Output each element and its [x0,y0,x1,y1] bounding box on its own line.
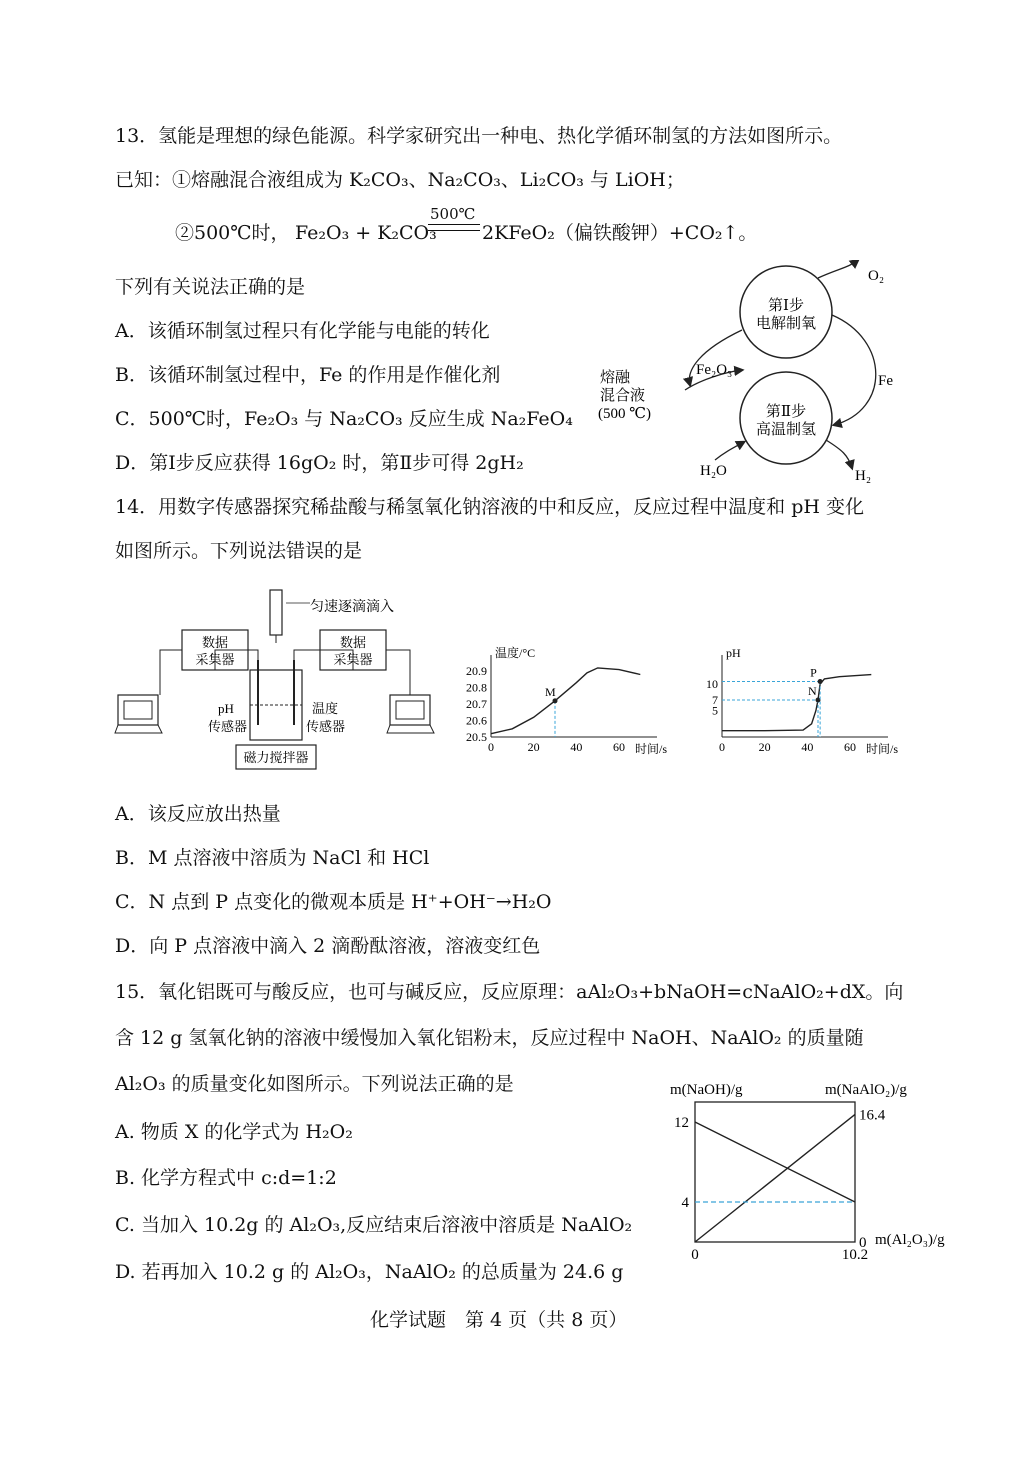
q13-known-1: 已知：①熔融混合液组成为 K₂CO₃、Na₂CO₃、Li₂CO₃ 与 LiOH； [115,169,685,191]
q15-option-c: C. 当加入 10.2g 的 Al₂O₃,反应结束后溶液中溶质是 NaAlO₂ [115,1214,633,1236]
temp-x-label: 时间/s [635,742,668,756]
ph-sensor-line1: pH [218,701,234,716]
temp-x-tick-0: 0 [488,740,494,754]
arrow-h2 [826,440,852,468]
q14-option-a: A．该反应放出热量 [115,803,281,825]
temp-series-0 [491,668,640,734]
q13-option-b: B．该循环制氢过程中，Fe 的作用是作催化剂 [115,364,501,386]
q14-stem-2: 如图所示。下列说法错误的是 [115,540,363,562]
ph-y-label: pH [726,646,741,660]
arrow-fe [832,315,876,425]
melt-label-3: (500 ℃) [598,406,652,422]
q13-known-2-condition: 500℃ [430,205,476,223]
temp-y-tick-1: 20.6 [466,713,487,728]
temp-y-tick-4: 20.9 [466,664,487,679]
ph-point-1 [818,679,823,684]
melt-label-1: 熔融 [600,370,631,386]
q13-option-d: D．第Ⅰ步反应获得 16gO₂ 时，第Ⅱ步可得 2gH₂ [115,452,524,474]
fe2o3-label: Fe₂O₃ [696,362,733,378]
al-y-label-left: m(NaOH)/g [670,1082,743,1098]
ph-point-label-1: P [810,665,817,680]
collector-right-line1: 数据 [339,635,367,650]
al-y-tick-left-1: 12 [674,1115,689,1131]
temp-y-tick-3: 20.8 [466,680,487,695]
q15-option-b: B. 化学方程式中 c:d=1:2 [115,1167,337,1189]
al-y-tick-right-0: 0 [859,1235,867,1251]
ph-y-tick-2: 10 [706,677,718,692]
h2o-label: H₂O [700,463,727,479]
q15-stem-3: Al₂O₃ 的质量变化如图所示。下列说法正确的是 [115,1073,514,1095]
q14-option-b: B．M 点溶液中溶质为 NaCl 和 HCl [115,847,430,869]
q15-option-d: D. 若再加入 10.2 g 的 Al₂O₃，NaAlO₂ 的总质量为 24.6 g [115,1261,624,1283]
al-x-tick-1: 10.2 [841,1247,869,1262]
ph-point-label-0: N [808,684,817,698]
hydrogen-cycle-diagram [590,260,920,490]
temp-x-tick-2: 40 [570,740,583,754]
q14-option-c: C．N 点到 P 点变化的微观本质是 H⁺+OH⁻→H₂O [115,891,552,913]
ph-x-tick-1: 20 [758,740,771,754]
al-frame [695,1102,855,1242]
page-footer: 化学试题 第 4 页（共 8 页） [370,1309,628,1331]
q14-option-d: D．向 P 点溶液中滴入 2 滴酚酞溶液，溶液变红色 [115,935,541,957]
collector-right-line2: 采集器 [333,652,373,667]
apparatus-diagram [110,585,450,775]
q13-known-2-prefix: ②500℃时， [175,222,290,244]
al-x-tick-0: 0 [691,1247,699,1262]
q13-prompt: 下列有关说法正确的是 [115,276,306,298]
q15-stem-2: 含 12 g 氢氧化钠的溶液中缓慢加入氧化铝粉末，反应过程中 NaOH、NaAlO₂ 的质量随 [115,1027,864,1049]
step1-line1: 第Ⅰ步 [768,298,804,314]
step2-line2: 高温制氢 [755,422,817,438]
temp-point-0 [553,698,558,703]
collector-left-line1: 数据 [201,635,229,650]
al-y-label-right: m(NaAlO₂)/g [825,1082,907,1098]
temp-x-tick-3: 60 [613,740,625,754]
h2-label: H₂ [855,468,872,484]
temp-y-label: 温度/°C [495,646,536,660]
step1-line2: 电解制氧 [755,316,817,332]
al-y-tick-left-0: 4 [681,1195,689,1211]
ph-chart [700,645,915,760]
temp-sensor-line2: 传感器 [306,719,346,734]
ph-series-0 [722,675,871,731]
fe-label: Fe [878,373,893,389]
alumina-chart [660,1072,970,1262]
equals-sign [428,224,480,231]
temp-sensor-line1: 温度 [312,701,339,716]
ph-y-tick-0: 5 [712,703,718,718]
q13-known-2-formula: Fe₂O₃ + K₂CO₃ [295,222,437,244]
arrow-h2o [715,442,744,460]
temp-x-tick-1: 20 [527,740,540,754]
q13-option-c: C．500℃时，Fe₂O₃ 与 Na₂CO₃ 反应生成 Na₂FeO₄ [115,408,573,430]
ph-x-tick-2: 40 [801,740,814,754]
arrow-o2 [818,260,858,278]
ph-y-tick-1: 7 [712,693,718,707]
q15-stem-1: 15．氧化铝既可与酸反应，也可与碱反应，反应原理：aAl₂O₃+bNaOH=cNaAlO₂+dX。向 [115,981,904,1003]
stirrer-label: 磁力搅拌器 [243,750,309,765]
step2-line1: 第Ⅱ步 [765,404,807,420]
burette [270,590,282,635]
ph-x-tick-3: 60 [844,740,856,754]
temp-y-tick-2: 20.7 [466,697,487,712]
ph-x-label: 时间/s [866,742,899,756]
drip-label: 匀速逐滴滴入 [310,600,394,615]
temp-point-label-0: M [545,684,556,699]
melt-label-2: 混合液 [600,388,646,404]
q14-stem-1: 14．用数字传感器探究稀盐酸与稀氢氧化钠溶液的中和反应，反应过程中温度和 pH 变化 [115,496,864,518]
q15-option-a: A. 物质 X 的化学式为 H₂O₂ [115,1121,353,1143]
o2-label: O₂ [868,268,885,284]
temperature-chart [455,645,685,760]
temp-y-tick-0: 20.5 [466,730,487,744]
ph-sensor-line2: 传感器 [208,719,248,734]
q13-stem: 13．氢能是理想的绿色能源。科学家研究出一种电、热化学循环制氢的方法如图所示。 [115,125,843,147]
ph-x-tick-0: 0 [719,740,725,754]
al-x-label: m(Al₂O₃)/g [875,1232,945,1248]
q13-option-a: A．该循环制氢过程只有化学能与电能的转化 [115,320,490,342]
al-y-tick-right-1: 16.4 [859,1107,886,1124]
q13-known-2-product: 2KFeO₂（偏铁酸钾）+CO₂↑。 [482,222,758,244]
collector-left-line2: 采集器 [195,652,235,667]
